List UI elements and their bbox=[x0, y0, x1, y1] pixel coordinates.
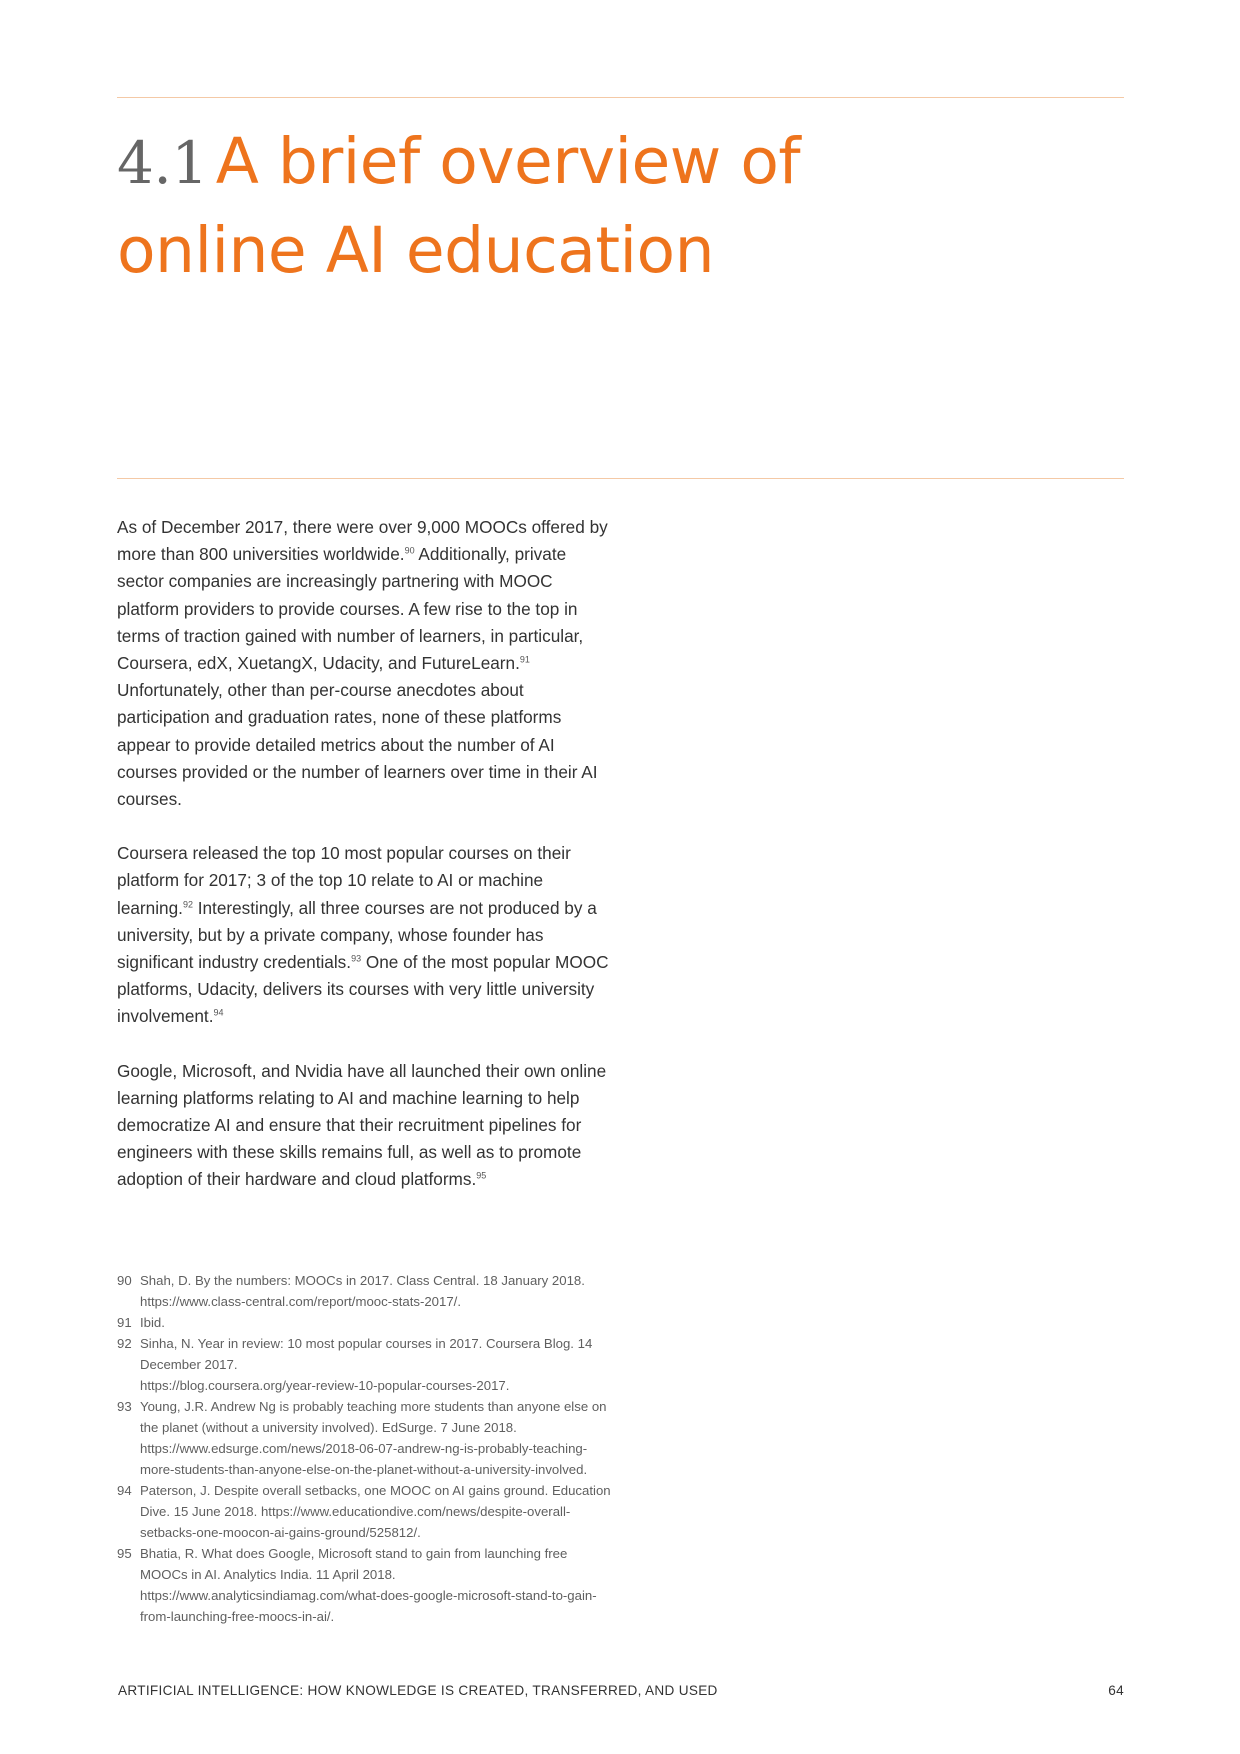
footnote-ref-93[interactable]: 93 bbox=[351, 953, 362, 964]
footnote-ref-90[interactable]: 90 bbox=[404, 545, 415, 556]
footnote-text: Ibid. bbox=[140, 1315, 165, 1330]
paragraph-3 bbox=[117, 1058, 617, 1194]
footnote-text bbox=[140, 1543, 617, 1627]
footnote-92 bbox=[117, 1333, 617, 1396]
footnote-text bbox=[140, 1270, 617, 1312]
footnote-link[interactable]: https://www.analyticsindiamag.com/what-does-google-microsoft-stand-to-gain-from-launching-free-moocs-in-ai/. bbox=[140, 1588, 597, 1624]
section-number: 4.1 bbox=[117, 129, 208, 197]
footnote-93 bbox=[117, 1396, 617, 1480]
title-line-1 bbox=[117, 118, 1117, 207]
page-footer bbox=[118, 1683, 1124, 1698]
footnote-ref-94[interactable]: 94 bbox=[213, 1007, 224, 1018]
body-text bbox=[117, 514, 617, 1221]
footnote-ref-95[interactable]: 95 bbox=[476, 1170, 487, 1181]
footnote-ref-91[interactable]: 91 bbox=[519, 654, 530, 665]
footnote-90 bbox=[117, 1270, 617, 1312]
paragraph-1 bbox=[117, 514, 617, 813]
footnote-number: 94 bbox=[117, 1483, 132, 1498]
paragraph-2-part-a: Coursera released the top 10 most popular courses on their platform for 2017; 3 of the top 10 relate to AI or machine learning. bbox=[117, 843, 571, 918]
title-line-2: online AI education bbox=[117, 214, 714, 287]
footnote-text bbox=[140, 1333, 617, 1396]
paragraph-3-part-a: Google, Microsoft, and Nvidia have all launched their own online learning platforms relating to AI and machine learning to help democratize AI and ensure that their recruitment pipelines for engineers with these skills remains full, as well as to promote adoption of their hardware and cloud platforms. bbox=[117, 1060, 607, 1190]
footnote-number: 95 bbox=[117, 1546, 132, 1561]
page-number: 64 bbox=[1108, 1683, 1124, 1698]
paragraph-1-part-b: Additionally, private sector companies are increasingly partnering with MOOC platform providers to provide courses. A few rise to the top in terms of traction gained with number of learners, in particular, Coursera, edX, XuetangX, Udacity, and FutureLearn. bbox=[117, 544, 584, 674]
footnote-95 bbox=[117, 1543, 617, 1627]
footnote-number: 91 bbox=[117, 1315, 132, 1330]
footnote-link[interactable]: https://www.class-central.com/report/mooc-stats-2017/. bbox=[140, 1294, 462, 1309]
footnote-number: 93 bbox=[117, 1399, 132, 1414]
footnote-citation: Sinha, N. Year in review: 10 most popular courses in 2017. Coursera Blog. 14 December 2017. bbox=[140, 1336, 593, 1372]
running-title: ARTIFICIAL INTELLIGENCE: HOW KNOWLEDGE IS CREATED, TRANSFERRED, AND USED bbox=[118, 1683, 718, 1698]
paragraph-2-part-b: Interestingly, all three courses are not produced by a university, but by a private company, whose founder has significant industry credentials. bbox=[117, 897, 597, 973]
footnote-text: Young, J.R. Andrew Ng is probably teaching more students than anyone else on the planet (without a university involved). EdSurge. 7 June 2018. https://www.edsurge.com/news/2018-06-07-andrew-ng-is-probably-teaching-more-students-than-anyone-else-on-the-planet-without-a-university-involved. bbox=[140, 1399, 607, 1477]
footnote-91 bbox=[117, 1312, 617, 1333]
footnote-number: 90 bbox=[117, 1273, 132, 1288]
paragraph-2-part-c: One of the most popular MOOC platforms, Udacity, delivers its courses with very little university involvement. bbox=[117, 952, 609, 1027]
title-text-1: A brief overview of bbox=[215, 125, 801, 198]
footnote-citation: Bhatia, R. What does Google, Microsoft stand to gain from launching free MOOCs in AI. Analytics India. 11 April 2018. bbox=[140, 1546, 568, 1582]
top-divider bbox=[117, 97, 1124, 98]
paragraph-2 bbox=[117, 840, 617, 1030]
page-title bbox=[117, 118, 1117, 295]
paragraph-1-part-a: As of December 2017, there were over 9,000 MOOCs offered by more than 800 universities worldwide. bbox=[117, 517, 608, 565]
footnote-link[interactable]: https://blog.coursera.org/year-review-10-popular-courses-2017. bbox=[140, 1378, 510, 1393]
footnotes bbox=[117, 1270, 617, 1627]
footnote-94 bbox=[117, 1480, 617, 1543]
paragraph-1-part-c: Unfortunately, other than per-course anecdotes about participation and graduation rates, none of these platforms appear to provide detailed metrics about the number of AI courses provided or the number of learners over time in their AI courses. bbox=[117, 680, 598, 810]
section-divider bbox=[117, 478, 1124, 479]
footnote-number: 92 bbox=[117, 1336, 132, 1351]
footnote-text: Paterson, J. Despite overall setbacks, one MOOC on AI gains ground. Education Dive. 15 June 2018. https://www.educationdive.com/news/despite-overall-setbacks-one-moocon-ai-gains-ground/525812/. bbox=[140, 1483, 611, 1540]
footnote-ref-92[interactable]: 92 bbox=[182, 898, 193, 909]
footnote-citation: Shah, D. By the numbers: MOOCs in 2017. Class Central. 18 January 2018. bbox=[140, 1273, 585, 1288]
